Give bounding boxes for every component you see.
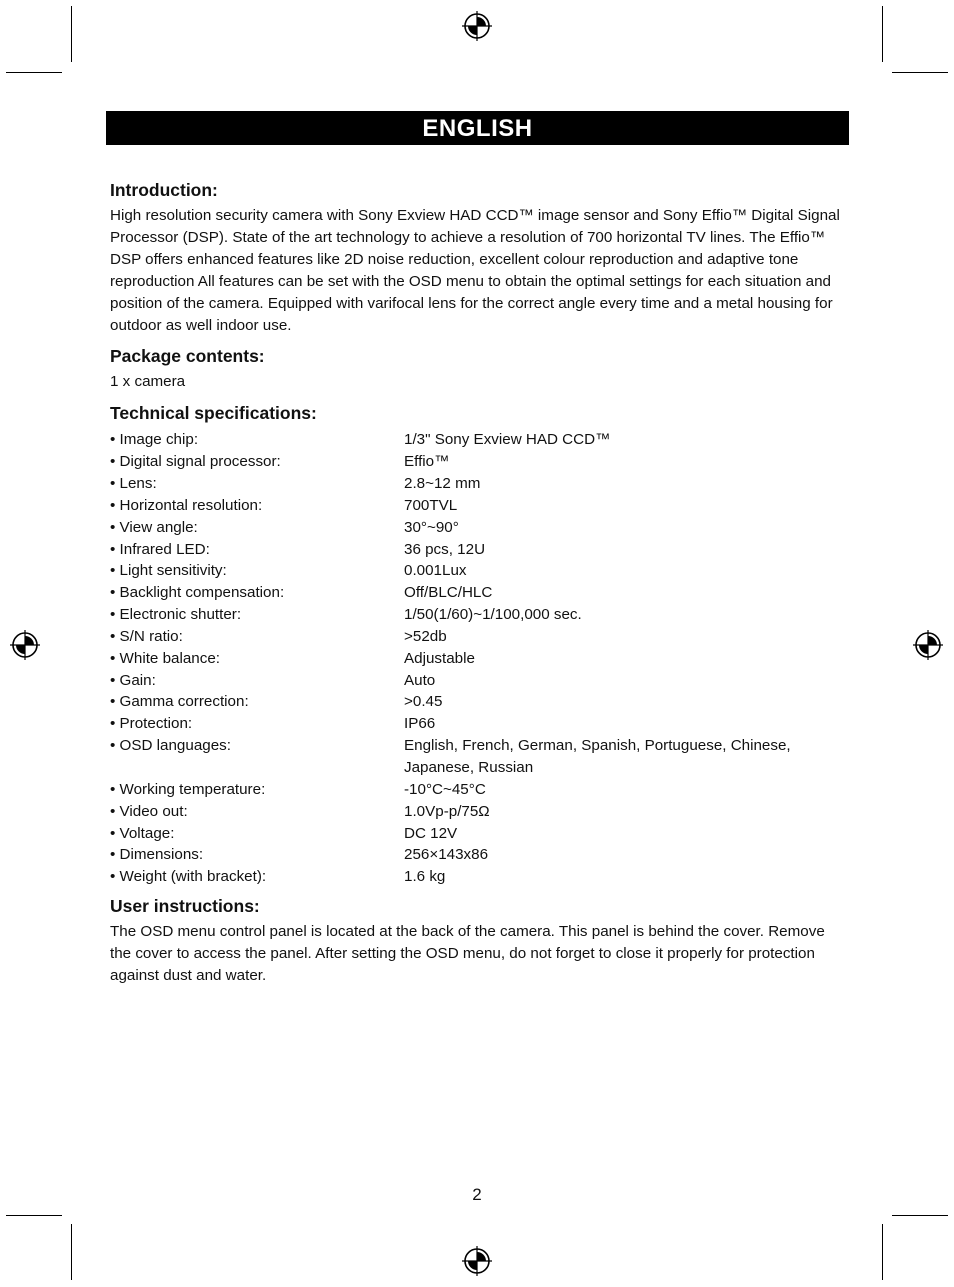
spec-row xyxy=(110,801,850,823)
spec-value: 1/50(1/60)~1/100,000 sec. xyxy=(404,606,582,624)
spec-label: • Gamma correction: xyxy=(110,693,249,711)
introduction-text: High resolution security camera with Sony Exview HAD CCD™ image sensor and Sony Effio™ Digital Signal Processor (DSP). State of the art technology to achieve a resolution of 700 horizontal TV lines. The Effio™ DSP offers enhanced features like 2D noise reduction, excellent colour reproduction and adaptive tone reproduction All features can be set with the OSD menu to obtain the optimal settings for each situation and position of the camera. Equipped with varifocal lens for the correct angle every time and a metal housing for outdoor as well indoor use. xyxy=(110,207,840,334)
spec-label: • Light sensitivity: xyxy=(110,562,227,580)
spec-label: • Backlight compensation: xyxy=(110,584,285,602)
spec-label: • OSD languages: xyxy=(110,737,231,755)
spec-row xyxy=(110,451,850,473)
package-contents-section xyxy=(110,345,850,393)
spec-row xyxy=(110,604,850,626)
spec-value: 2.8~12 mm xyxy=(404,475,481,493)
introduction-heading: Introduction: xyxy=(110,180,218,200)
registration-target-icon xyxy=(10,630,40,660)
spec-value: 36 pcs, 12U xyxy=(404,540,486,558)
spec-row xyxy=(110,648,850,670)
spec-row xyxy=(110,429,850,451)
language-banner: ENGLISH xyxy=(106,111,849,145)
spec-label: • Dimensions: xyxy=(110,846,204,864)
spec-label: • Working temperature: xyxy=(110,780,266,798)
spec-value: DC 12V xyxy=(404,824,458,842)
user-instructions-text: The OSD menu control panel is located at the back of the camera. This panel is behind the cover. Remove the cover to access the panel. After setting the OSD menu, do not forget to close it properly for protection against dust and water. xyxy=(110,923,825,984)
spec-row xyxy=(110,844,850,866)
spec-value: Auto xyxy=(404,671,436,689)
spec-value: Adjustable xyxy=(404,649,475,667)
technical-specifications-section xyxy=(110,402,850,888)
spec-row xyxy=(110,670,850,692)
spec-row xyxy=(110,779,850,801)
spec-label: • Protection: xyxy=(110,715,193,733)
spec-row xyxy=(110,823,850,845)
crop-mark-top-right-vertical xyxy=(882,6,883,62)
spec-row xyxy=(110,735,850,779)
spec-label: • View angle: xyxy=(110,518,198,536)
spec-value: 1.0Vp-p/75Ω xyxy=(404,802,490,820)
spec-label: • Electronic shutter: xyxy=(110,606,242,624)
spec-value: -10°C~45°C xyxy=(404,780,486,798)
spec-row xyxy=(110,495,850,517)
spec-value: Effio™ xyxy=(404,453,450,471)
introduction-section xyxy=(110,179,850,336)
spec-label: • Infrared LED: xyxy=(110,540,210,558)
spec-row xyxy=(110,517,850,539)
spec-label: • Horizontal resolution: xyxy=(110,496,263,514)
crop-mark-bottom-right-horizontal xyxy=(892,1215,948,1216)
spec-list xyxy=(110,429,850,888)
registration-target-icon xyxy=(462,11,492,41)
spec-label: • Weight (with bracket): xyxy=(110,868,267,886)
package-contents-text: 1 x camera xyxy=(110,373,186,391)
registration-target-icon xyxy=(913,630,943,660)
page-content xyxy=(110,179,850,987)
spec-row xyxy=(110,866,850,888)
crop-mark-top-right-horizontal xyxy=(892,72,948,73)
spec-row xyxy=(110,582,850,604)
spec-label: • Video out: xyxy=(110,802,188,820)
spec-label: • S/N ratio: xyxy=(110,627,183,645)
package-contents-heading: Package contents: xyxy=(110,346,265,367)
spec-row xyxy=(110,539,850,561)
technical-specifications-heading: Technical specifications: xyxy=(110,403,317,424)
spec-label: • Voltage: xyxy=(110,824,175,842)
spec-row xyxy=(110,560,850,582)
spec-label: • Image chip: xyxy=(110,431,199,449)
spec-row xyxy=(110,691,850,713)
spec-value: 30°~90° xyxy=(404,518,459,536)
spec-value: >0.45 xyxy=(404,693,443,711)
spec-row xyxy=(110,713,850,735)
spec-value: 256×143x86 xyxy=(404,846,489,864)
spec-value: 1/3" Sony Exview HAD CCD™ xyxy=(404,431,611,449)
spec-value: English, French, German, Spanish, Portuguese, Chinese, Japanese, Russian xyxy=(404,737,791,776)
crop-mark-top-left-horizontal xyxy=(6,72,62,73)
crop-mark-top-left-vertical xyxy=(71,6,72,62)
spec-label: • Lens: xyxy=(110,475,157,493)
spec-row xyxy=(110,473,850,495)
spec-value: 1.6 kg xyxy=(404,868,446,886)
page-number: 2 xyxy=(472,1185,482,1204)
crop-mark-bottom-left-horizontal xyxy=(6,1215,62,1216)
spec-label: • White balance: xyxy=(110,649,220,667)
spec-row xyxy=(110,626,850,648)
spec-value: Off/BLC/HLC xyxy=(404,584,493,602)
spec-value: >52db xyxy=(404,627,447,645)
spec-value: IP66 xyxy=(404,715,436,733)
spec-value: 0.001Lux xyxy=(404,562,467,580)
spec-value: 700TVL xyxy=(404,496,458,514)
user-instructions-heading: User instructions: xyxy=(110,896,260,917)
spec-label: • Gain: xyxy=(110,671,156,689)
user-instructions-section xyxy=(110,895,850,987)
spec-label: • Digital signal processor: xyxy=(110,453,281,471)
crop-mark-bottom-left-vertical xyxy=(71,1224,72,1280)
registration-target-icon xyxy=(462,1246,492,1276)
crop-mark-bottom-right-vertical xyxy=(882,1224,883,1280)
